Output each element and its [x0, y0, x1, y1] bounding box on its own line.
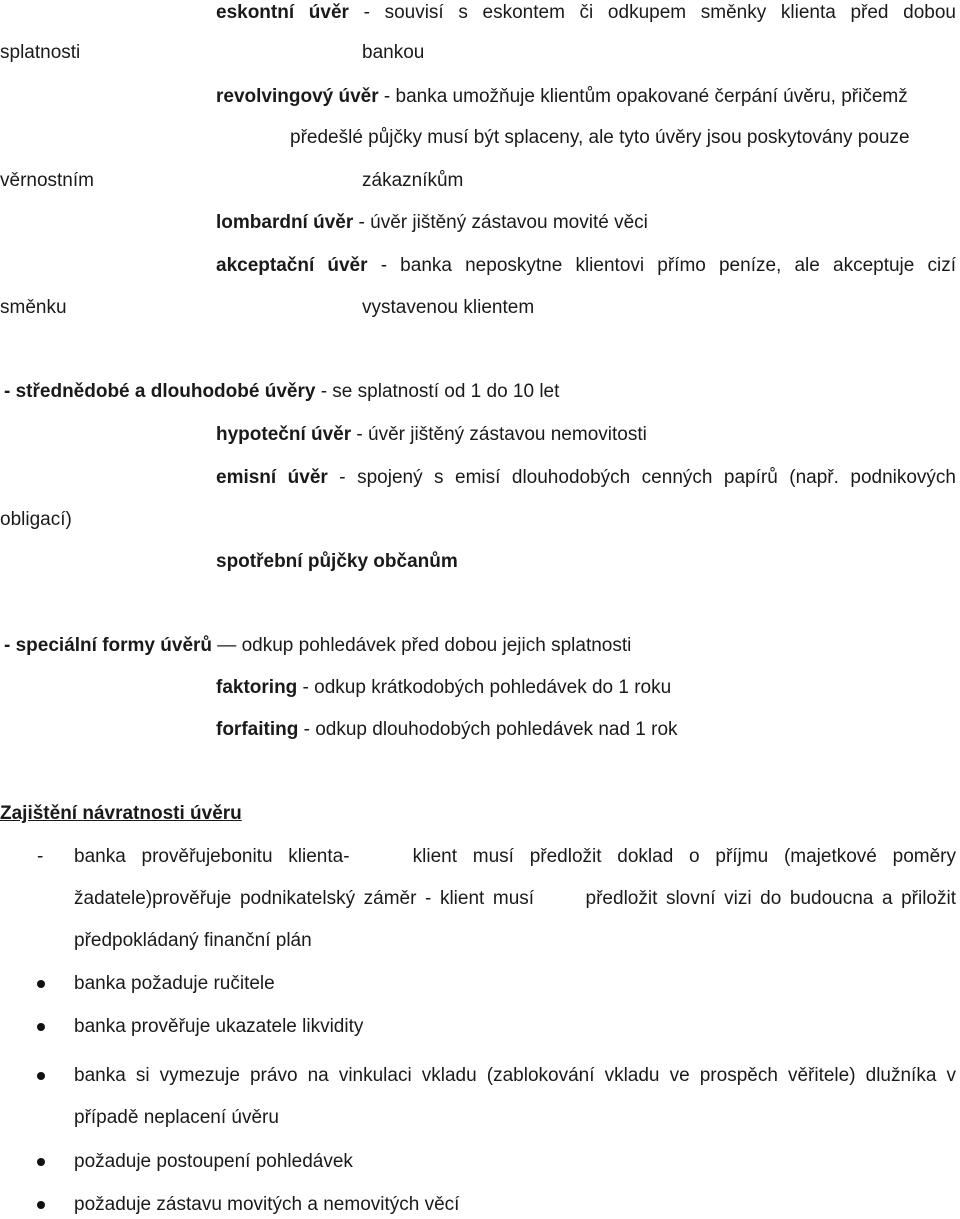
bullet-item: požaduje zástavu movitých a nemovitých věcí	[74, 1194, 460, 1215]
revolving-term: revolvingový úvěr	[216, 86, 379, 107]
section4-line3: předpokládaný finanční plán	[74, 930, 312, 951]
section4-title-text: Zajištění návratnosti úvěru	[0, 803, 242, 824]
forfaiting-desc: - odkup dlouhodobých pohledávek nad 1 rok	[298, 719, 678, 740]
revolving-line2: předešlé půjčky musí být splaceny, ale tyto úvěry jsou poskytovány pouze	[290, 127, 910, 148]
eskontni-cont-indent: bankou	[362, 42, 425, 63]
hypotecni-desc: - úvěr jištěný zástavou nemovitosti	[351, 424, 647, 445]
akceptacni-term: akceptační úvěr	[216, 255, 368, 276]
lombard-desc: - úvěr jištěný zástavou movité věci	[353, 212, 648, 233]
faktoring-desc: - odkup krátkodobých pohledávek do 1 roku	[297, 677, 672, 698]
hypotecni-term: hypoteční úvěr	[216, 424, 352, 445]
lombard-line	[216, 212, 648, 234]
akceptacni-cont-left: směnku	[0, 297, 67, 318]
emisni-term: emisní úvěr	[216, 467, 328, 488]
section3-heading-bold: - speciální formy úvěrů	[4, 635, 213, 656]
bullet-item: banka požaduje ručitele	[74, 973, 275, 994]
bullet-item: banka si vymezuje právo na vinkulaci vkladu (zablokování vkladu ve prospěch věřitele) dlužníka v	[74, 1065, 956, 1086]
revolving-desc: - banka umožňuje klientům opakované čerpání úvěru, přičemž	[378, 86, 908, 107]
section2-heading-rest: - se splatností od 1 do 10 let	[315, 381, 560, 402]
lombard-term: lombardní úvěr	[216, 212, 354, 233]
hypotecni-line	[216, 424, 647, 446]
revolving-line	[216, 86, 908, 108]
forfaiting-line	[216, 719, 678, 741]
faktoring-line	[216, 677, 671, 699]
faktoring-term: faktoring	[216, 677, 298, 698]
bullet-icon	[37, 1072, 45, 1080]
bullet-icon	[37, 980, 45, 988]
eskontni-cont-left: splatnosti	[0, 42, 81, 63]
revolving-cont-indent: zákazníkům	[362, 170, 464, 191]
emisni-line	[216, 467, 956, 489]
emisni-desc: - spojený s emisí dlouhodobých cenných papírů (např. podnikových	[327, 467, 956, 488]
section3-heading-rest: odkup pohledávek před dobou jejich splatnosti	[241, 635, 632, 656]
bullet-item: požaduje postoupení pohledávek	[74, 1151, 353, 1172]
section4-title	[0, 803, 242, 825]
spotrebni-line	[216, 551, 458, 573]
akceptacni-desc: - banka neposkytne klientovi přímo peníze, ale akceptuje cizí	[367, 255, 956, 276]
akceptacni-line	[216, 255, 956, 277]
akceptacni-cont-indent: vystavenou klientem	[362, 297, 535, 318]
revolving-cont-left: věrnostním	[0, 170, 94, 191]
section2-heading-bold: - střednědobé a dlouhodobé úvěry	[4, 381, 316, 402]
section2-heading	[4, 381, 559, 403]
emisni-cont-left: obligací)	[0, 509, 72, 530]
eskontni-line	[216, 2, 956, 24]
section3-heading	[4, 635, 631, 657]
bullet-icon	[37, 1201, 45, 1209]
bullet-item: banka prověřuje ukazatele likvidity	[74, 1016, 364, 1037]
spotrebni-term: spotřební půjčky občanům	[216, 551, 458, 572]
eskontni-term: eskontní úvěr	[216, 2, 349, 23]
section4-dash: -	[37, 846, 44, 867]
section3-dash: —	[212, 635, 242, 656]
section4-line2: žadatele)prověřuje podnikatelský záměr - klient musí předložit slovní vizi do budoucna a přiložit	[74, 888, 956, 909]
eskontni-desc: - souvisí s eskontem či odkupem směnky klienta před dobou	[348, 2, 956, 23]
bullet-icon	[37, 1023, 45, 1031]
bullet-icon	[37, 1158, 45, 1166]
forfaiting-term: forfaiting	[216, 719, 299, 740]
bullet-item-cont: případě neplacení úvěru	[74, 1107, 279, 1128]
section4-line1: banka prověřujebonitu klienta- klient musí předložit doklad o příjmu (majetkové poměry	[74, 846, 956, 867]
